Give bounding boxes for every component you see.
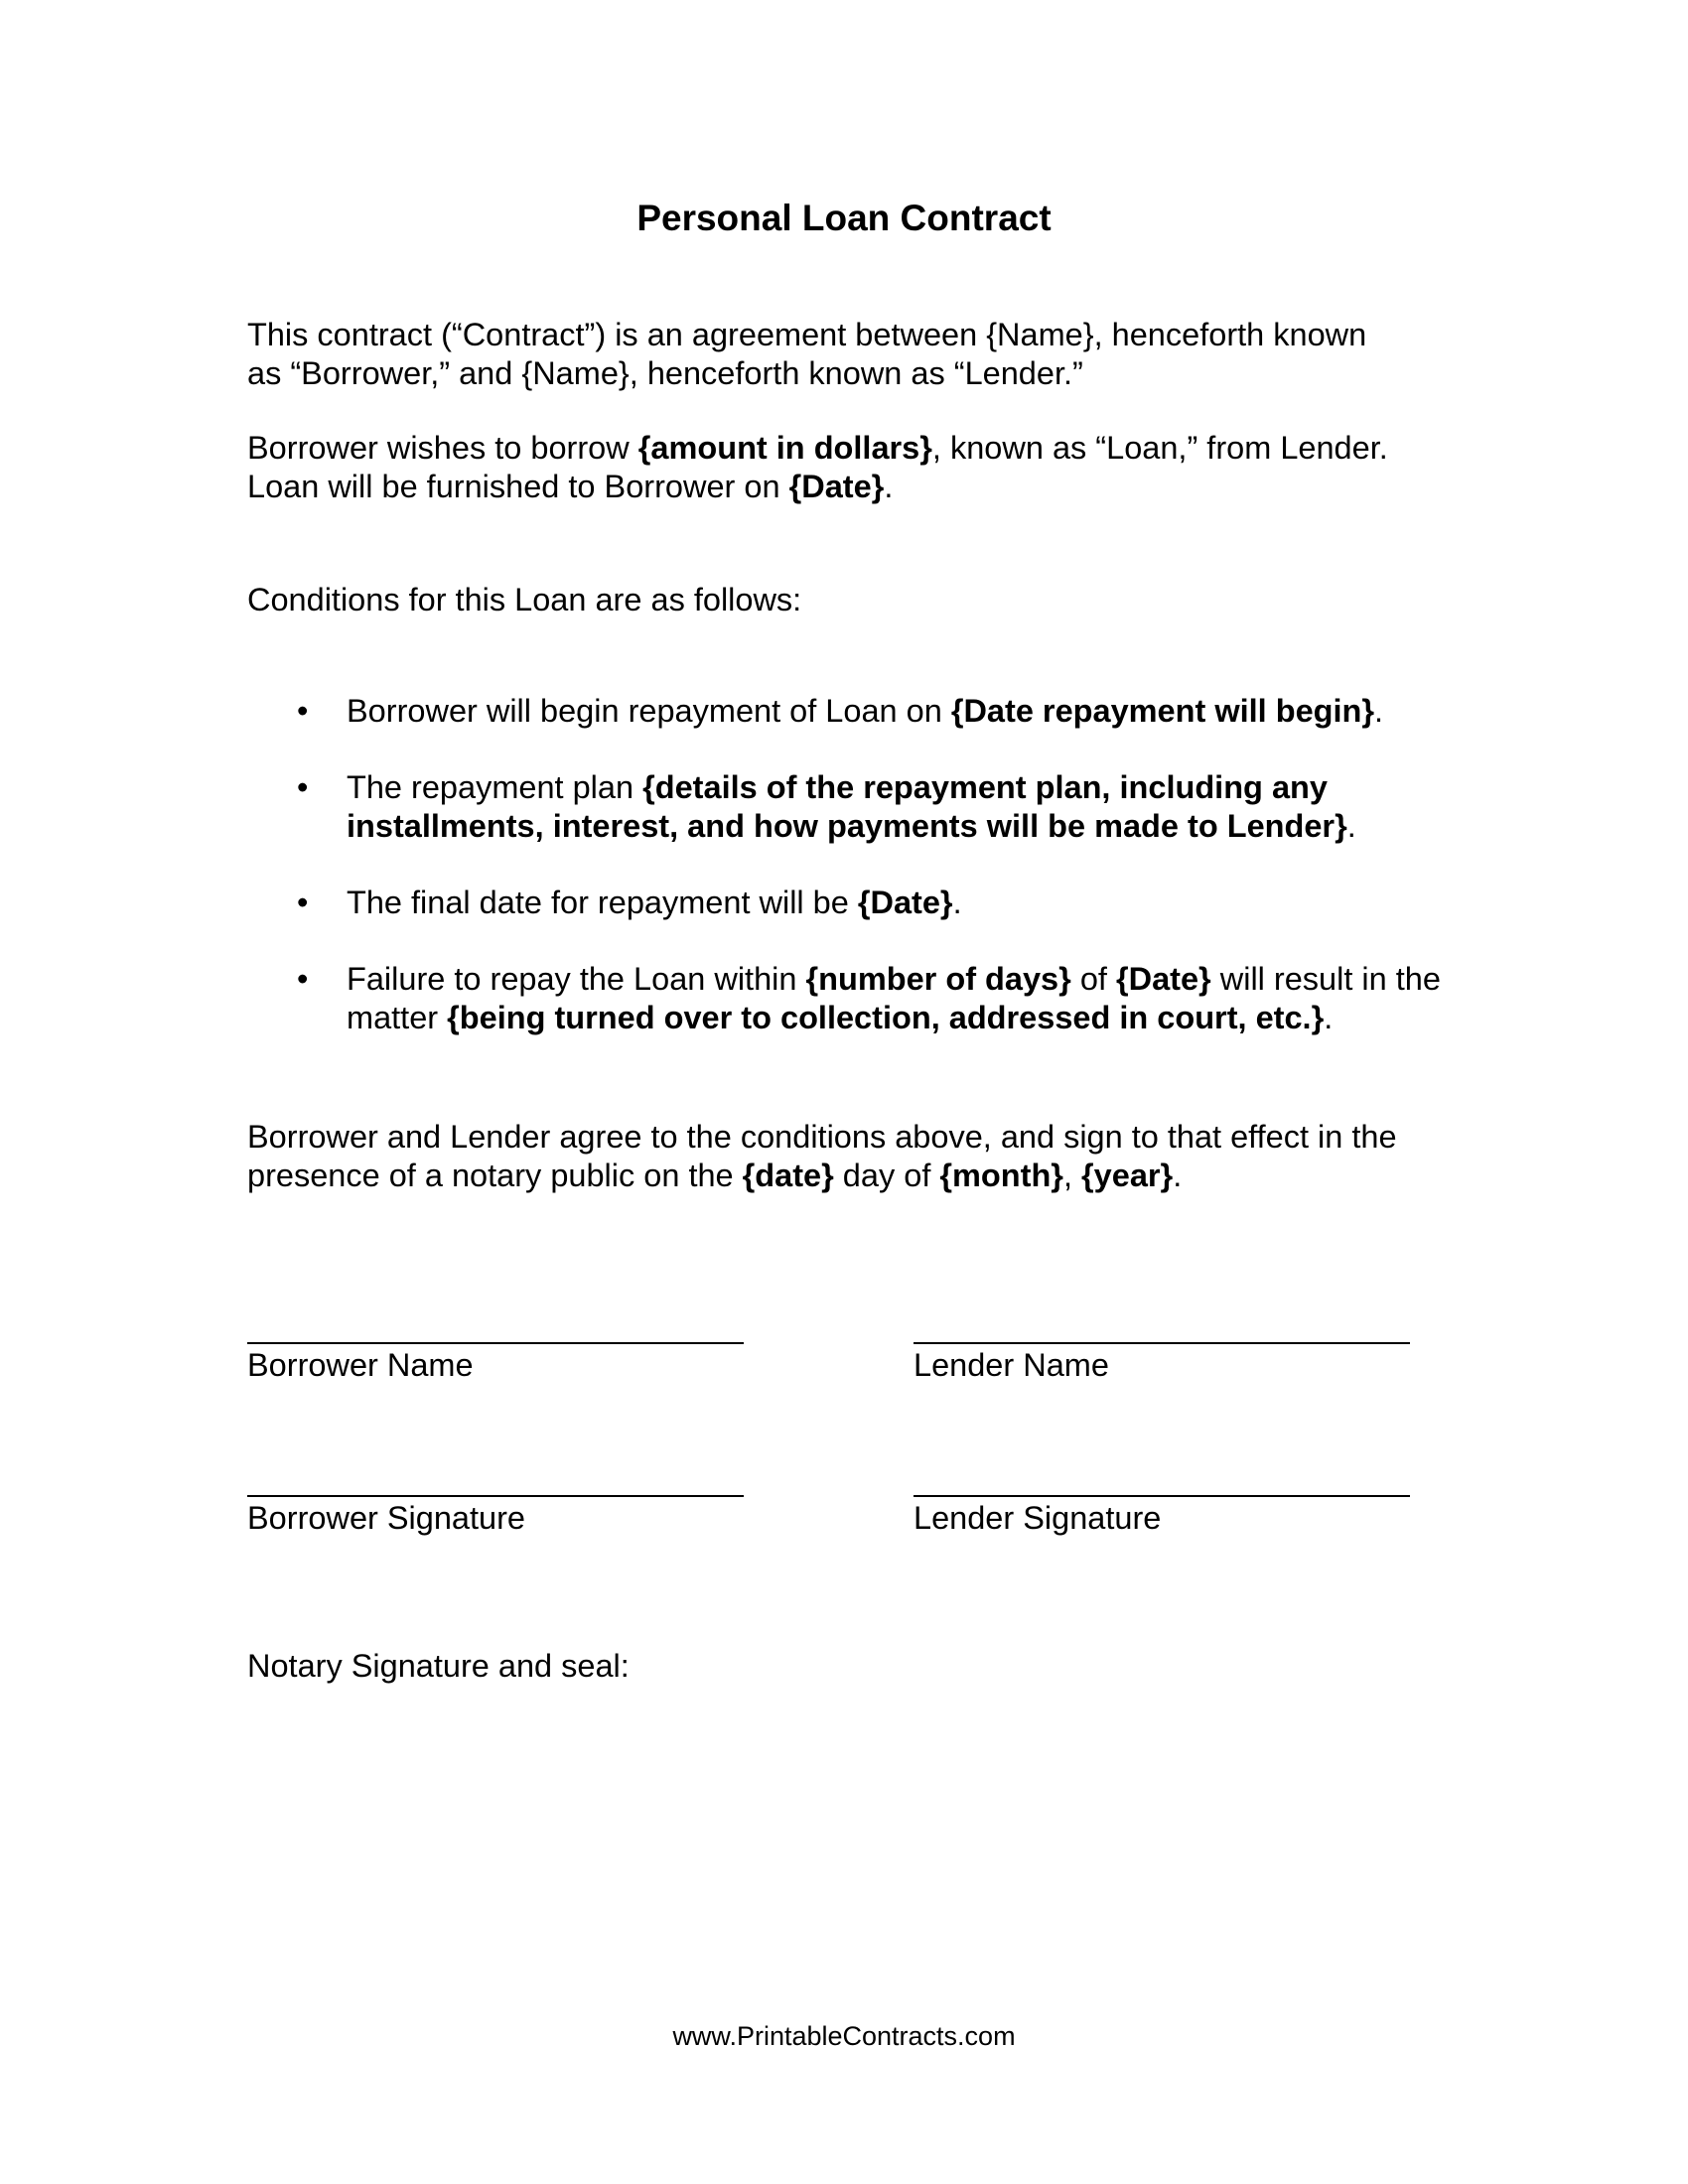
conditions-list — [247, 692, 1488, 1075]
year-placeholder: {year} — [1081, 1158, 1174, 1193]
condition-placeholder: {Date} — [857, 885, 953, 920]
agreement-paragraph — [247, 1118, 1488, 1195]
condition-item — [247, 768, 1488, 846]
condition-text: Failure to repay the Loan within — [347, 961, 806, 997]
condition-text: . — [1374, 693, 1384, 729]
conditions-heading: Conditions for this Loan are as follows: — [247, 582, 802, 617]
intro-line-1: This contract (“Contract”) is an agreement between {Name}, henceforth known — [247, 317, 1367, 352]
borrower-signature-label: Borrower Signature — [247, 1500, 525, 1536]
agreement-text: , — [1062, 1158, 1082, 1193]
condition-item — [247, 884, 1488, 922]
condition-placeholder: {details of the repayment plan, including any installments, interest, and how payments will be made to Lender} — [347, 769, 1347, 844]
loan-text: . — [884, 469, 894, 504]
agreement-text: . — [1173, 1158, 1183, 1193]
lender-name-label: Lender Name — [914, 1347, 1109, 1383]
borrower-name-label: Borrower Name — [247, 1347, 474, 1383]
month-placeholder: {month} — [939, 1158, 1063, 1193]
lender-signature-label: Lender Signature — [914, 1500, 1162, 1536]
agreement-text: day of — [833, 1158, 940, 1193]
condition-placeholder: {Date} — [1115, 961, 1211, 997]
condition-text: . — [952, 885, 962, 920]
condition-text: of — [1070, 961, 1116, 997]
condition-item — [247, 960, 1488, 1037]
condition-placeholder: {being turned over to collection, addressed in court, etc.} — [447, 1000, 1325, 1035]
agreement-text: presence of a notary public on the — [247, 1158, 743, 1193]
condition-text: The final date for repayment will be — [347, 885, 858, 920]
lender-name-line[interactable] — [914, 1342, 1410, 1344]
condition-text: . — [1324, 1000, 1334, 1035]
condition-placeholder: {number of days} — [805, 961, 1071, 997]
condition-text: The repayment plan — [347, 769, 643, 805]
intro-line-2: as “Borrower,” and {Name}, henceforth known as “Lender.” — [247, 355, 1083, 391]
condition-text: Borrower will begin repayment of Loan on — [347, 693, 951, 729]
agreement-text: Borrower and Lender agree to the conditions above, and sign to that effect in the — [247, 1119, 1397, 1155]
lender-signature-line[interactable] — [914, 1495, 1410, 1497]
loan-text: Borrower wishes to borrow — [247, 430, 638, 466]
footer-url: www.PrintableContracts.com — [672, 2021, 1016, 2051]
bullet-icon: • — [297, 961, 309, 997]
bullet-icon: • — [297, 693, 309, 729]
page-title: Personal Loan Contract — [636, 198, 1052, 238]
date-placeholder: {Date} — [788, 469, 885, 504]
condition-text: will result in the matter — [347, 961, 1441, 1035]
loan-paragraph — [247, 429, 1488, 506]
borrower-name-line[interactable] — [247, 1342, 744, 1344]
condition-text: . — [1346, 808, 1356, 844]
condition-item — [247, 692, 1488, 731]
loan-text: , known as “Loan,” from Lender. — [931, 430, 1388, 466]
bullet-icon: • — [297, 769, 309, 805]
borrower-signature-line[interactable] — [247, 1495, 744, 1497]
intro-paragraph — [247, 316, 1488, 393]
loan-text: Loan will be furnished to Borrower on — [247, 469, 789, 504]
date-placeholder: {date} — [742, 1158, 834, 1193]
condition-placeholder: {Date repayment will begin} — [950, 693, 1375, 729]
bullet-icon: • — [297, 885, 309, 920]
notary-label: Notary Signature and seal: — [247, 1648, 630, 1684]
amount-placeholder: {amount in dollars} — [637, 430, 932, 466]
